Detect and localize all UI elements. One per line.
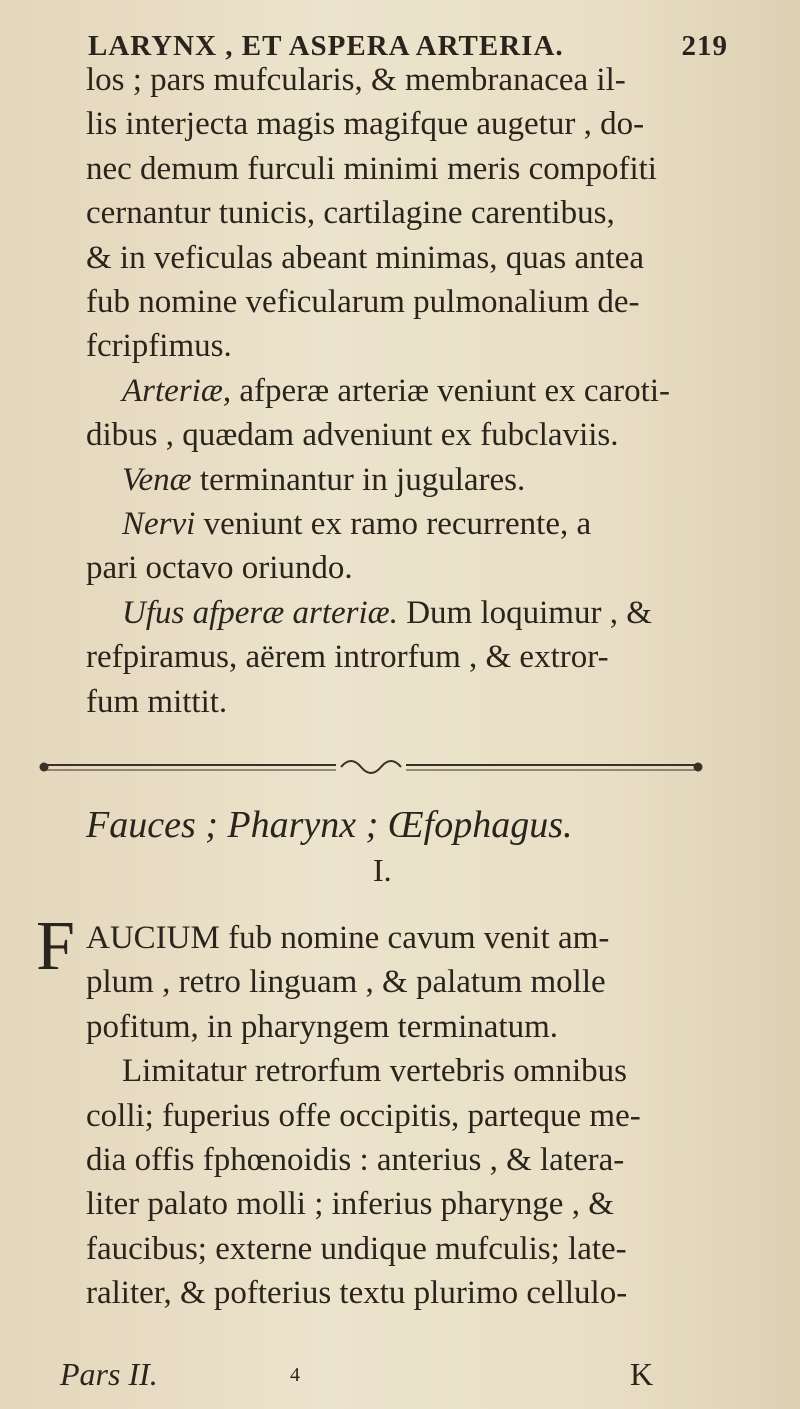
paragraph-continuation <box>34 58 734 724</box>
text-line: fcripfimus. <box>86 328 232 365</box>
text-line: nec demum furculi minimi meris compofiti <box>86 150 657 187</box>
text-line: faucibus; externe undique mufculis; late- <box>86 1230 627 1267</box>
text-line: AUCIUM fub nomine cavum venit am- <box>86 920 610 956</box>
text-line: lis interjecta magis magifque augetur , do- <box>86 106 645 143</box>
text-line: Limitatur retrorfum vertebris omnibus <box>122 1053 627 1090</box>
header-title: LARYNX , ET ASPERA ARTERIA. <box>88 30 564 62</box>
text-run: veniunt ex ramo recurrente, a <box>195 506 592 543</box>
usus-line <box>34 591 734 635</box>
arteriae-line <box>34 369 734 413</box>
catchword: K <box>630 1356 654 1392</box>
text-line: colli; fuperius offe occipitis, parteque me- <box>86 1097 641 1134</box>
ornamental-rule <box>36 755 706 781</box>
nervi-line <box>34 502 734 546</box>
text-run: terminantur in jugulares. <box>191 461 526 498</box>
text-line: liter palato molli ; inferius pharynge , & <box>86 1186 614 1223</box>
text-line: fum mittit. <box>86 683 228 720</box>
page-number: 219 <box>681 30 728 62</box>
usus-lead: Ufus afperæ arteriæ. <box>122 594 398 631</box>
footer-mark: 4 <box>290 1364 300 1386</box>
text-line: raliter, & pofterius textu plurimo cellulo- <box>86 1275 628 1312</box>
text-line: cernantur tunicis, cartilagine carentibus, <box>86 195 615 232</box>
arteriae-lead: Arteriæ, <box>122 372 232 409</box>
text-line: & in veficulas abeant minimas, quas antea <box>86 239 645 276</box>
section-title: Fauces ; Pharynx ; Œfophagus. <box>86 804 573 846</box>
text-line: refpiramus, aërem introrfum , & extror- <box>86 639 609 676</box>
text-run: afperæ arteriæ veniunt ex caroti- <box>231 372 670 409</box>
venae-line <box>34 458 734 502</box>
text-line: pari octavo oriundo. <box>86 550 353 587</box>
venae-lead: Venæ <box>122 461 192 498</box>
paragraph-fauces <box>34 916 734 1316</box>
text-line: pofitum, in pharyngem terminatum. <box>86 1008 558 1045</box>
text-line: plum , retro linguam , & palatum molle <box>86 964 606 1001</box>
signature-mark: Pars II. <box>60 1356 158 1392</box>
text-line: dia offis fphœnoidis : anterius , & latera- <box>86 1142 625 1179</box>
text-line: fub nomine veficularum pulmonalium de- <box>86 284 640 321</box>
nervi-lead: Nervi <box>122 506 196 543</box>
text-line: los ; pars mufcularis, & membranacea il- <box>86 62 626 98</box>
drop-capital: F <box>36 908 75 985</box>
section-numeral: I. <box>373 852 392 888</box>
text-run: Dum loquimur , & <box>397 594 652 631</box>
text-line: dibus , quædam adveniunt ex fubclaviis. <box>86 417 619 454</box>
